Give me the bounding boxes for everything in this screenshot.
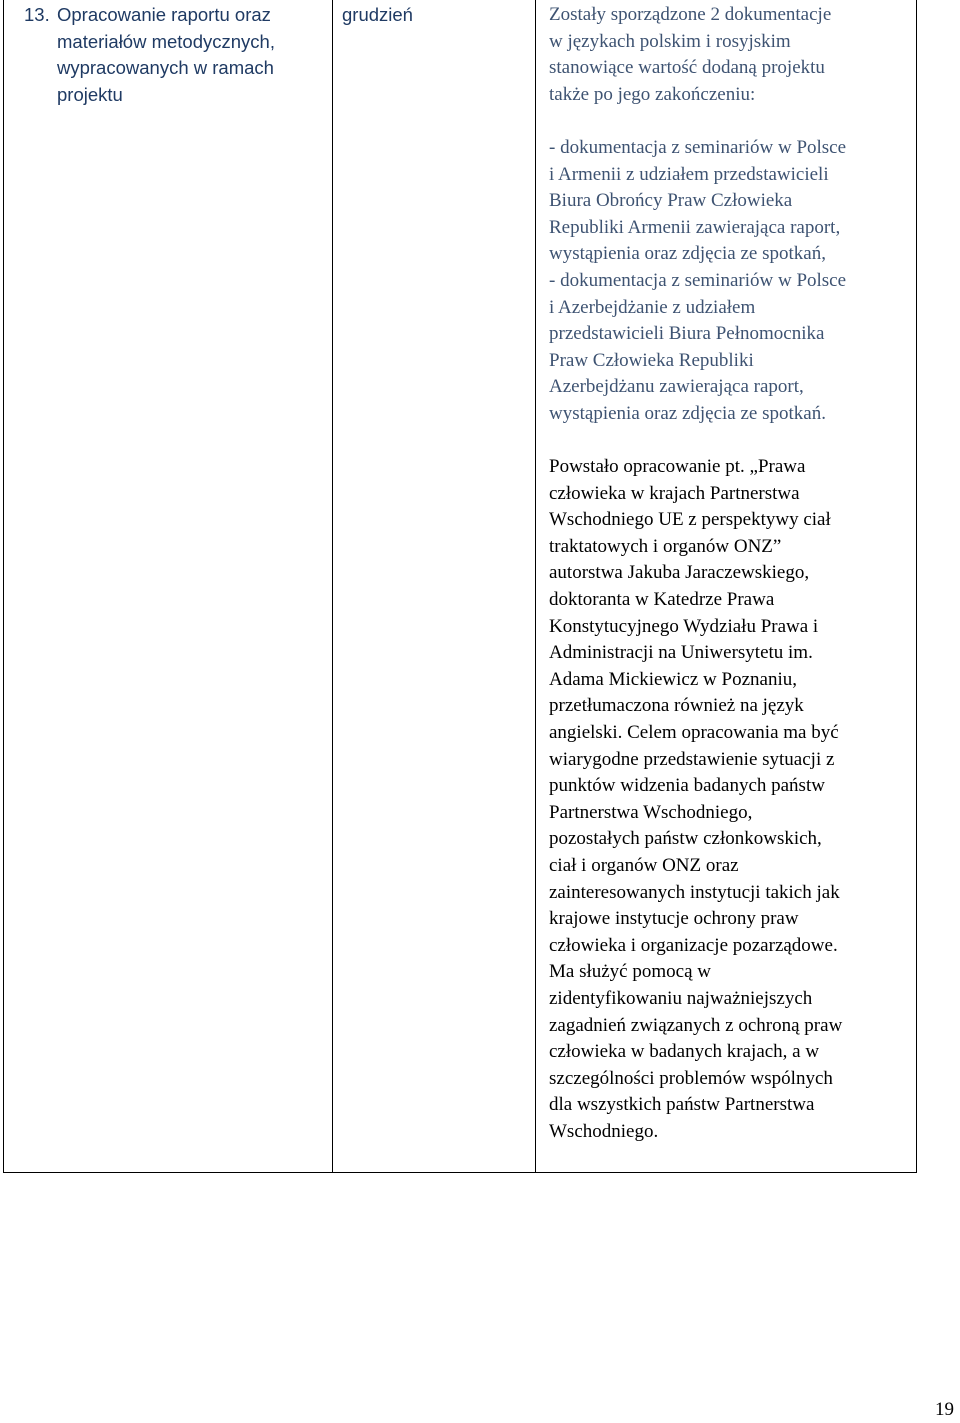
study-line: ciał i organów ONZ oraz — [549, 855, 739, 876]
page-number: 19 — [935, 1399, 954, 1420]
result-line: stanowiące wartość dodaną projektu — [549, 57, 825, 79]
study-line: Powstało opracowanie pt. „Prawa — [549, 456, 806, 478]
task-line: wypracowanych w ramach — [57, 57, 274, 78]
documentation-line: Praw Człowieka Republiki — [549, 349, 754, 371]
study-line: przetłumaczona również na język — [549, 695, 804, 717]
study-line: wiarygodne przedstawienie sytuacji z — [549, 748, 835, 770]
documentation-line: - dokumentacja z seminariów w Polsce — [549, 269, 847, 291]
study-line: Wschodniego. — [549, 1120, 659, 1142]
study-line: traktatowych i organów ONZ” — [549, 535, 782, 557]
study-line: angielski. Celem opracowania ma być — [549, 722, 839, 744]
documentation-line: i Armenii z udziałem przedstawicieli — [549, 163, 829, 185]
documentation-list — [549, 135, 914, 428]
study-line: człowieka i organizacje pozarządowe. — [549, 934, 838, 956]
deadline-text: grudzień — [342, 4, 413, 25]
study-line: Ma służyć pomocą w — [549, 961, 711, 983]
documentation-line: - dokumentacja z seminariów w Polsce — [549, 136, 847, 158]
column-divider — [332, 0, 333, 1172]
task-line: materiałów metodycznych, — [57, 30, 275, 52]
study-line: dla wszystkich państw Partnerstwa — [549, 1094, 815, 1116]
study-line: szczególności problemów wspólnych — [549, 1067, 833, 1089]
row-number: 13. — [24, 4, 50, 25]
documentation-line: przedstawicieli Biura Pełnomocnika — [549, 323, 825, 345]
documentation-line: i Azerbejdżanie z udziałem — [549, 296, 756, 318]
study-line: doktoranta w Katedrze Prawa — [549, 589, 775, 611]
task-line: Opracowanie raportu oraz — [57, 4, 271, 25]
deadline-cell — [342, 2, 528, 29]
study-line: zagadnień związanych z ochroną praw — [549, 1014, 843, 1036]
result-line: Zostały sporządzone 2 dokumentacje — [549, 4, 832, 25]
study-line: krajowe instytucje ochrony praw — [549, 908, 799, 930]
result-intro — [549, 2, 914, 108]
column-divider — [535, 0, 536, 1172]
study-line: pozostałych państw członkowskich, — [549, 828, 822, 850]
study-line: Wschodniego UE z perspektywy ciał — [549, 509, 831, 531]
task-line: projektu — [57, 83, 123, 105]
study-line: człowieka w krajach Partnerstwa — [549, 482, 800, 504]
study-line: punktów widzenia badanych państw — [549, 775, 825, 797]
study-line: człowieka w badanych krajach, a w — [549, 1041, 820, 1063]
task-text — [24, 2, 328, 108]
study-line: Administracji na Uniwersytetu im. — [549, 642, 813, 664]
task-cell — [24, 2, 328, 108]
result-cell — [549, 2, 914, 1146]
schedule-table — [3, 0, 917, 1173]
result-line: także po jego zakończeniu: — [549, 83, 756, 105]
documentation-line: wystąpienia oraz zdjęcia ze spotkań. — [549, 402, 826, 424]
study-description — [549, 454, 914, 1145]
documentation-line: Republiki Armenii zawierająca raport, — [549, 216, 841, 238]
study-line: Adama Mickiewicz w Poznaniu, — [549, 668, 797, 690]
study-line: zidentyfikowaniu najważniejszych — [549, 987, 813, 1009]
study-line: zainteresowanych instytucji takich jak — [549, 881, 840, 903]
result-line: w językach polskim i rosyjskim — [549, 30, 791, 52]
study-line: Konstytucyjnego Wydziału Prawa i — [549, 615, 819, 637]
documentation-line: wystąpienia oraz zdjęcia ze spotkań, — [549, 243, 826, 265]
documentation-line: Biura Obrońcy Praw Człowieka — [549, 190, 793, 212]
study-line: autorstwa Jakuba Jaraczewskiego, — [549, 562, 810, 584]
study-line: Partnerstwa Wschodniego, — [549, 801, 753, 823]
documentation-line: Azerbejdżanu zawierająca raport, — [549, 376, 804, 398]
